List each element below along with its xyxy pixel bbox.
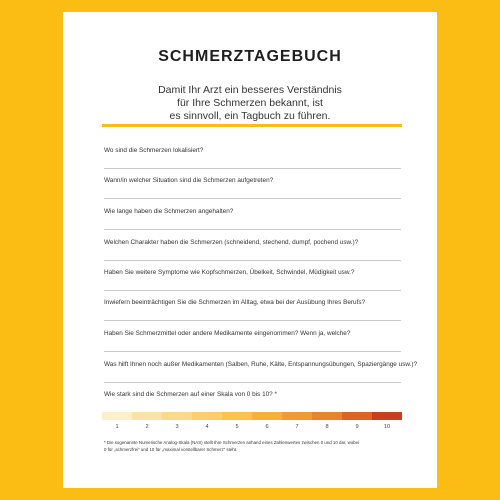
question-other-help: Was hilft Ihnen noch außer Medikamenten (Salben, Ruhe, Kälte, Entspannungsübungen, Spaziergänge usw.)? — [104, 361, 418, 368]
pain-scale-cell[interactable] — [312, 412, 342, 420]
pain-scale-number: 1 — [115, 424, 119, 430]
answer-line-character[interactable] — [104, 260, 401, 261]
diary-sheet — [63, 12, 437, 488]
footnote — [104, 439, 404, 453]
pain-scale-bar — [102, 412, 402, 422]
question-medication: Haben Sie Schmerzmittel oder andere Medikamente eingenommen? Wenn ja, welche? — [104, 330, 351, 337]
pain-scale-cell[interactable] — [282, 412, 312, 420]
pain-scale-cell[interactable] — [102, 412, 132, 420]
intro-line-2: für Ihre Schmerzen bekannt, ist — [177, 97, 323, 109]
pain-scale-cell[interactable] — [162, 412, 192, 420]
pain-scale-cell[interactable] — [252, 412, 282, 420]
intro-line-3: es sinnvoll, ein Tagbuch zu führen. — [169, 110, 331, 122]
intro-line-1: Damit Ihr Arzt ein besseres Verständnis — [158, 84, 342, 96]
pain-scale-cell[interactable] — [222, 412, 252, 420]
footnote-line-2: 0 für „schmerzfrei" und 10 für „maximal vorstellbarer Schmerz" steht. — [104, 447, 238, 452]
pain-scale-numbers — [102, 424, 402, 430]
pain-scale-number: 3 — [175, 424, 179, 430]
footnote-line-1: * Die sogenannte Numerische Analog-Skala (NAS) stellt Ihre Schmerzen anhand eines Zahlenwertes zwischen 0 und 10 dar, wobei — [104, 440, 360, 445]
pain-scale-cell[interactable] — [372, 412, 402, 420]
pain-scale-cell[interactable] — [192, 412, 222, 420]
question-symptoms: Haben Sie weitere Symptome wie Kopfschmerzen, Übelkeit, Schwindel, Müdigkeit usw.? — [104, 269, 355, 276]
question-location: Wo sind die Schmerzen lokalisiert? — [104, 147, 204, 154]
pain-scale-number: 8 — [325, 424, 329, 430]
answer-line-daily-impact[interactable] — [104, 320, 401, 321]
pain-scale-number: 2 — [145, 424, 149, 430]
accent-divider — [102, 124, 402, 127]
pain-scale-number: 5 — [235, 424, 239, 430]
page-title: SCHMERZTAGEBUCH — [158, 48, 342, 65]
pain-scale-number: 9 — [355, 424, 359, 430]
question-duration: Wie lange haben die Schmerzen angehalten? — [104, 208, 234, 215]
pain-scale-number: 7 — [295, 424, 299, 430]
question-pain-scale: Wie stark sind die Schmerzen auf einer Skala von 0 bis 10? * — [104, 391, 277, 398]
question-character: Welchen Charakter haben die Schmerzen (schneidend, stechend, dumpf, pochend usw.)? — [104, 239, 359, 246]
answer-line-situation[interactable] — [104, 198, 401, 199]
pain-scale-number: 4 — [205, 424, 209, 430]
pain-scale-number: 6 — [265, 424, 269, 430]
answer-line-symptoms[interactable] — [104, 290, 401, 291]
pain-scale-cell[interactable] — [342, 412, 372, 420]
answer-line-medication[interactable] — [104, 351, 401, 352]
intro-text — [63, 84, 437, 123]
answer-line-location[interactable] — [104, 168, 401, 169]
question-situation: Wann/in welcher Situation sind die Schmerzen aufgetreten? — [104, 177, 274, 184]
question-daily-impact: Inwiefern beeinträchtigen Sie die Schmerzen im Alltag, etwa bei der Ausübung Ihres Berufs? — [104, 299, 366, 306]
pain-scale-cell[interactable] — [132, 412, 162, 420]
answer-line-other-help[interactable] — [104, 382, 401, 383]
answer-line-duration[interactable] — [104, 229, 401, 230]
pain-scale-number: 10 — [383, 424, 391, 430]
